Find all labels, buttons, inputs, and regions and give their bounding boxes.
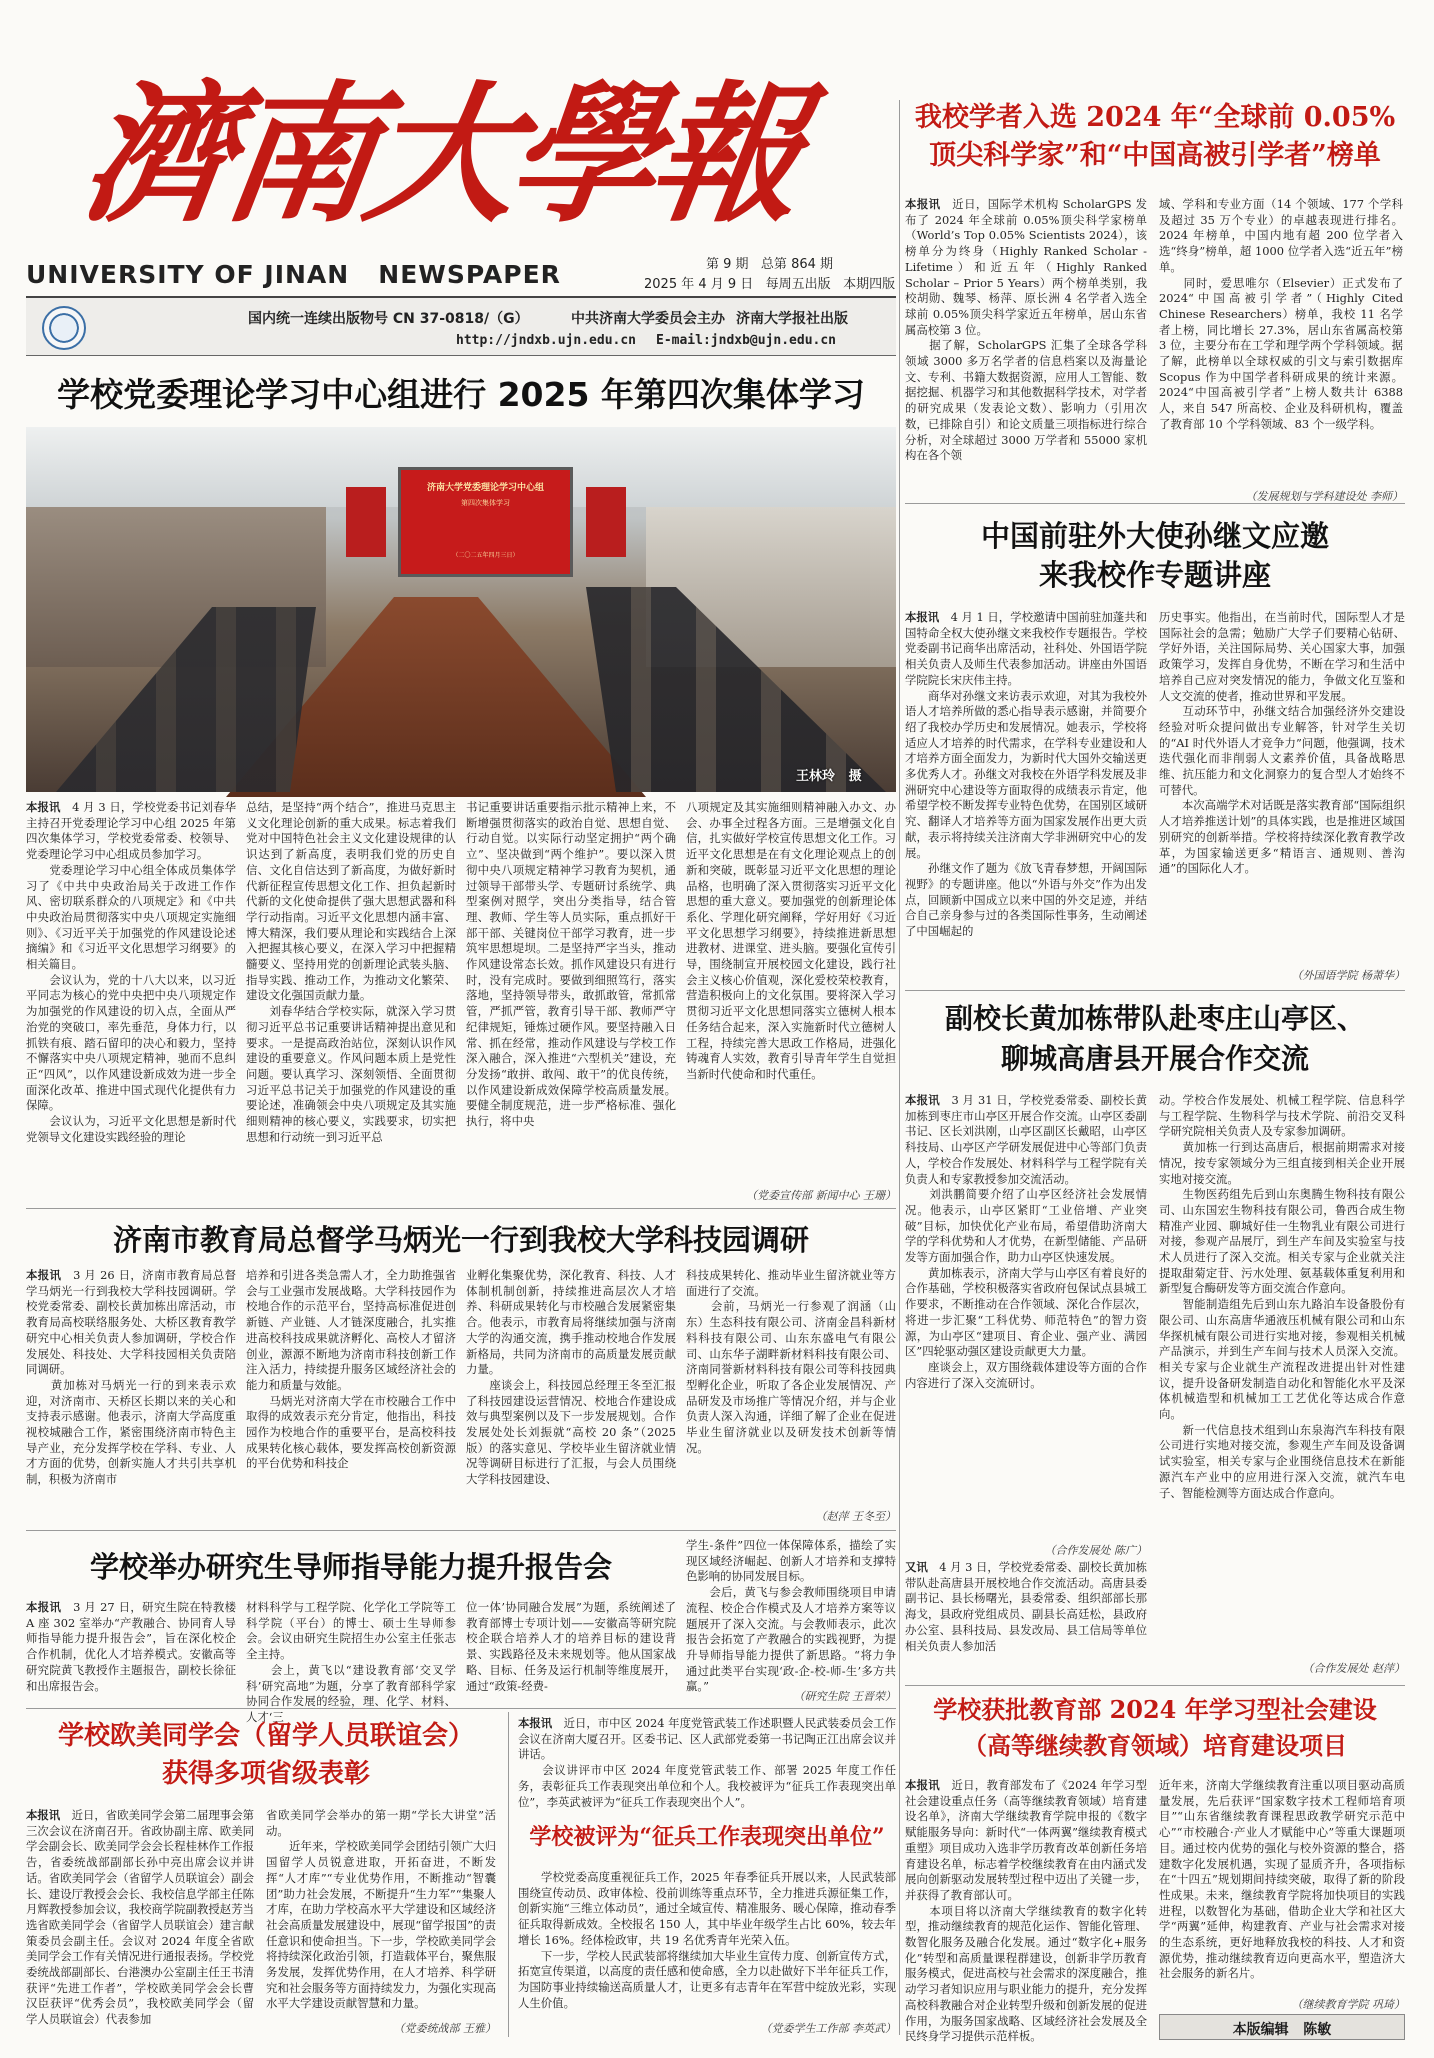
issue-date: 2025 年 4 月 9 日 每周五出版 本期四版	[644, 277, 896, 292]
main-col2	[246, 800, 456, 1200]
byline-jinan: （赵萍 王冬至）	[815, 1510, 896, 1523]
issue-number: 第 9 期 总第 864 期	[706, 257, 834, 272]
army-intro	[518, 1716, 896, 1812]
lead-tag: 本报讯	[905, 1093, 940, 1107]
lead-tag: 本报讯	[905, 197, 941, 211]
flag-left	[346, 487, 386, 557]
byline-learning: （继续教育学院 巩琦）	[1291, 1998, 1405, 2011]
headline-jinan-edu: 济南市教育局总督学马炳光一行到我校大学科技园调研	[112, 1223, 809, 1257]
jinan-text-1: 3 月 26 日，济南市教育局总督学马炳光一行到我校大学科技园调研。学校党委常委、副校长黄加栋出席活动，市教育局高校联络服务处、大桥区教育教学研究中心相关负责人参加调研，学校合作发展处、科技处、大学科技园相关负责陪同调研。 黄加栋对马炳光一行的到来表示欢迎，对济南市、天桥区长期以来的关心和支持表示感谢。他表示，济南大学高度重视校城融合工作，紧密围绕济南市特色主导产业，充分发挥学校在学科、专业、人才方面的优势，创新实施人才共引共享机制，积极为济南市	[26, 1268, 236, 1487]
headline-cooperation-2: 聊城高唐县开展合作交流	[1000, 1042, 1309, 1075]
lead-tag: 又讯	[905, 1560, 928, 1574]
masthead-info-bar	[26, 296, 896, 356]
cooperation-col2	[1159, 1093, 1405, 1658]
divider	[905, 503, 1405, 504]
main-text-3: 书记重要讲话重要指示批示精神上来，不断增强贯彻落实的政治自觉、思想自觉、行动自觉。以实际行动坚定拥护“两个确立”、坚决做到“两个维护”。要以深入贯彻中央八项规定精神学习教育为契机，通过领导干部带头学、专题研讨系统学、典型案例对照学，突出分类指导，结合管理、教师、学生等人员实际，重点抓好干部干部、关键岗位干部学习教育，进一步筑牢思想堤坝。二是坚持严字当头，推动作风建设常态长效。抓作风建设只有进行时，没有完成时。要做到细照笃行，落实落地，坚持领导带头，敢抓敢管，常抓常管，严抓严管，教育引导干部、教师严守纪律规矩，锤炼过硬作风。要坚持融入日常、抓在经常，推动作风建设与学校工作深入融合，深入推进“六型机关”建设，充分发扬“敢拼、敢闯、敢干”的优良传统，以作风建设新成效保障学校高质量发展。要健全制度规范，进一步严格标准、强化执行，将中央	[466, 800, 676, 1129]
main-text-1: 4 月 3 日，学校党委书记刘春华主持召开党委理论学习中心组 2025 年第四次集体学习，学校党委常委、校领导、党委理论学习中心组成员参加学习。 党委理论学习中心组全体成员集体学习了《中共中央政治局关于改进工作作风、密切联系群众的八项规定》和《中共中央政治局贯彻落实中央八项规定实施细则》、《习近平关于加强党的作风建设论述摘编》和《习近平文化思想学习纲要》的相关篇目。 会议认为，党的十八大以来，以习近平同志为核心的党中央把中央八项规定作为加强党的作风建设的切入点，全面从严治党的突破口，率先垂范，身体力行，以抓铁有痕、踏石留印的决心和毅力，坚持不懈落实中央八项规定精神，驰而不息纠正“四风”，以作风建设新成效为进一步全面深化改革、推进中国式现代化提供有力保障。 会议认为，习近平文化思想是新时代党领导文化建设实践经验的理论	[26, 800, 236, 1144]
oumei-col1	[26, 1808, 254, 2033]
army-intro-text: 近日，市中区 2024 年度党管武装工作述职暨人民武装委员会工作会议在济南大厦召开。区委书记、区人武部党委第一书记陶正江出席会议并讲话。 会议讲评市中区 2024 年度党管武装工作、部署 2025 年度工作任务，表彰征兵工作表现突出单位和个人。我校被评为“征兵工作表现突出单位”，李英武被评为“征兵工作表现突出个人”。	[518, 1716, 896, 1809]
main-text-4: 八项规定及其实施细则精神融入办文、办会、办事全过程各方面。三是增强文化自信，扎实做好学校宣传思想文化工作。习近平文化思想是在有文化理论观点上的创新和突破，既彰显习近平文化思想的理论品格，也明确了深入贯彻落实习近平文化思想的重大意义。要加强党的创新理论体系化、学理化研究阐释，学好用好《习近平文化思想学习纲要》，持续推进新思想进教材、进课堂、进头脑。要强化宣传引导，围绕制宣开展校园文化建设，践行社会主义核心价值观，深化爱校荣校教育，营造积极向上的文化氛围。要将深入学习贯彻习近平文化思想同落实立德树人根本任务结合起来，深入实施新时代立德树人工程，持续完善大思政工作格局，进强化铸魂育人实效，教育引导青年学生自觉担当新时代使命和时代重任。	[686, 800, 896, 1081]
main-col1	[26, 800, 236, 1200]
divider	[905, 990, 1405, 991]
lead-tag: 本报讯	[26, 1268, 62, 1282]
screen-title: 济南大学党委理论学习中心组	[426, 483, 544, 493]
story-top-scholars	[905, 100, 1405, 503]
jinan-text-4: 科技成果转化、推动毕业生留济就业等方面进行了交流。 会前，马炳光一行参观了润涵（山东）生态科技有限公司、济南金昌科新材料科技有限公司、山东东盛电气有限公司、山东华子湖畔新材料科技有限公司、济南同誉新材料科技有限公司等科技园典型孵化企业，听取了各企业发展情况、产品研发及市场推广等情况介绍，并与企业负责人深入沟通，详细了解了企业在促进毕业生留济就业以及研发技术创新等情况。	[686, 1268, 896, 1455]
jinan-col1	[26, 1268, 236, 1523]
headline-scholars-1: 我校学者入选 2024 年“全球前 0.05%	[914, 102, 1396, 133]
byline-scholars: （发展规划与学科建设处 李师）	[1245, 490, 1403, 503]
byline-ambassador: （外国语学院 杨萧华）	[1291, 969, 1405, 982]
headline-learning-1: 学校获批教育部 2024 年学习型社会建设	[933, 1695, 1377, 1724]
headline-scholars-2: 顶尖科学家”和“中国高被引学者”榜单	[929, 140, 1381, 171]
host-org: 中共济南大学委员会主办	[571, 311, 725, 327]
headline-grad: 学校举办研究生导师指导能力提升报告会	[89, 1550, 612, 1584]
cooperation-text-2: 动。学校合作发展处、机械工程学院、信息科学与工程学院、生物科学与技术学院、前沿交叉科学研究院相关负责人及专家参加调研。 黄加栋一行到达高唐后，根据前期需求对接情况，按专家领域分为三组直接到相关企业开展实地对接交流。 生物医药组先后到山东奥腾生物科技有限公司、山东国宏生物科技有限公司，鲁西合成生物精准产业园、聊城好佳一生物乳业有限公司进行对接，参观产品展厅，到生产车间及实验室与技术人员进行了深入交流。相关专家与企业就关注提取甜菊定苷、污水处理、氨基载体重复利用和新型复合酶研发等方面交流合作意向。 智能制造组先后到山东九路泊车设备股份有限公司、山东高唐华通液压机械有限公司和山东华探机械有限公司进行实地对接，参观相关机械产品演示，并到生产车间与技术人员深入交流。相关专家与企业就生产流程改进提出针对性建议，提升设备研发制造自动化和智能化水平及深体机械造型和机械加工工艺优化等达成合作意向。 新一代信息技术组到山东泉海汽车科技有限公司进行实地对接交流，参观生产车间及设备调试实验室，相关专家与企业围绕信息技术在新能源汽车产业中的应用进行深入交流，就汽车电子、智能检测等方面达成合作意向。	[1159, 1093, 1405, 1500]
ambassador-col2	[1159, 610, 1405, 960]
lead-tag: 本报讯	[518, 1716, 553, 1730]
byline-main: （党委宣传部 新闻中心 王珊）	[746, 1189, 896, 1202]
grad-text-3: 位一体’协同融合发展”为题，系统阐述了教育部博士专项计划——安徽高等研究院校企联合培养人才的培养目标的建设背景、实践路径及未来规划等。他从国家战略、目标、任务及运行机制等维度展开，通过“政策-经费-	[466, 1600, 676, 1693]
masthead	[26, 60, 896, 330]
lead-tag: 本报讯	[26, 1808, 61, 1822]
scholars-text-1: 近日，国际学术机构 ScholarGPS 发布了 2024 年全球前 0.05%顶尖科学家榜单（World’s Top 0.05% Scientists 2024），该榜单分为终身（Highly Ranked Scholar - Lifetime）和近五年（Highly Ranked Scholar – Prior 5 Years）两个榜单类别，我校胡勋、魏琴、杨萍、原长洲 4 名学者入选全球前 0.05%顶尖科学家近五年榜单，居山东省属高校第 3 位。 据了解，ScholarGPS 汇集了全球各学科领域 3000 多万名学者的信息档案以及海量论文、专利、书籍大数据资源，应用人工智能、数据挖掘、机器学习和其他数据科学技术，对学者的研究成果（发表论文数）、影响力（引用次数，已排除自引）和论文质量三项指标进行综合分析，对全球超过 3000 万学者和 55000 家机构在各个领	[905, 197, 1147, 463]
byline-army: （党委学生工作部 李英武）	[760, 2022, 896, 2035]
grad-col3	[466, 1600, 676, 1700]
byline-grad: （研究生院 王晋荣）	[793, 1690, 896, 1703]
jinan-col2	[246, 1268, 456, 1523]
cooperation-text-1b: 4 月 3 日，学校党委常委、副校长黄加栋带队赴高唐县开展校地合作交流活动。高唐县委副书记、县长杨曙光，县委常委、组织部部长那海戈，县政府党组成员、副县长高廷松，县政府办公室、县科技局、县发改局、县工信局等单位相关负责人参加活	[905, 1560, 1147, 1653]
byline-oumei: （党委统战部 王雅）	[393, 2022, 496, 2035]
headline-learning-2: （高等继续教育领域）培育建设项目	[963, 1731, 1347, 1760]
column-divider	[508, 1712, 509, 2037]
byline-cooperation-2: （合作发展处 赵萍）	[1302, 1662, 1405, 1675]
main-col4	[686, 800, 896, 1185]
photo-credit: 王林玲 摄	[796, 769, 862, 784]
learning-col1	[905, 1778, 1147, 2044]
lead-tag: 本报讯	[26, 1600, 62, 1614]
main-col3	[466, 800, 676, 1200]
meeting-photo	[26, 427, 896, 792]
headline-cooperation-1: 副校长黄加栋带队赴枣庄山亭区、	[944, 1002, 1365, 1035]
jinan-text-3: 业孵化集聚优势，深化教育、科技、人才体制机制创新，持续推进高层次人才培养、科研成果转化与市校融合发展紧密集合。他表示，市教育局将继续加强与济南大学的沟通交流，携手推动校地合作发展新格局，共同为济南市的高质量发展贡献力量。 座谈会上，科技园总经理王冬至汇报了科技园建设运营情况、校地合作建设成效与典型案例以及下一步发展规划。合作发展处处长刘振就“高校 20 条”（2025 版）的落实意见、学校毕业生留济就业情况等调研目标进行了汇报，与会人员围绕大学科技园建设、	[466, 1268, 676, 1487]
screen-subtitle: 第四次集体学习	[461, 499, 510, 507]
ambassador-text-1: 4 月 1 日，学校邀请中国前驻加蓬共和国特命全权大使孙继文来我校作专题报告。学校党委副书记商华出席活动，社科处、外国语学院相关负责人及师生代表参加活动。讲座由外国语学院院长宋庆伟主持。 商华对孙继文来访表示欢迎，对其为我校外语人才培养所做的悉心指导表示感谢，并简要介绍了我校办学历史和发展情况。她表示，学校将适应人才培养的时代需求，在学科专业建设和人才培养方面全面发力，为新时代大国外交输送更多优秀人才。孙继文对我校在外语学科发展及非洲研究中心建设等方面取得的成绩表示肯定，他希望学校不断发挥专业特色优势，在国别区域研究、翻译人才培养等方面为国家发展作出更大贡献，表示将持续关注济南大学非洲研究中心的发展。 孙继文作了题为《放飞青春梦想，开阔国际视野》的专题讲座。他以“外语与外交”作为出发点，回顾新中国成立以来中国的外交足迹，并结合自己亲身参与过的各类国际性事务，生动阐述了中国崛起的	[905, 610, 1147, 939]
grad-text-4: 学生-条件”四位一体保障体系，描绘了实现区域经济崛起、创新人才培养和支撑特色影响的协同发展目标。 会后，黄飞与参会教师围绕项目申请流程、校企合作模式及人才培养方案等议题展开了深入交流。与会教师表示，此次报告会拓宽了产教融合的实践视野，为提升导师指导能力提供了新思路。“将力争通过此类平台实现‘政-企-校-师-生’多方共赢。”	[686, 1538, 896, 1694]
learning-text-1: 近日，教育部发布了《2024 年学习型社会建设重点任务（高等继续教育领域）培育建设名单》，济南大学继续教育学院申报的《数字赋能服务导向：新时代“一体两翼”继续教育模式重塑》项目成功入选非学历教育改革创新任务培育建设名单，标志着学校继续教育在由内涵式发展向创新驱动发展转型过程中迈出了关键一步，并获得了教育部认可。 本项目将以济南大学继续教育的数字化转型，推动继续教育的规范化运作、智能化管理、数智化服务及融合化发展。通过“数字化+服务化”转型和高质量课程群建设，创新非学历教育服务模式，促进高校与社会需求的深度融合，推动学习者知识应用与职业能力的提升，充分发挥高校科教融合对企业转型升级和创新发展的促进作用，为服务国家战略、区域经济社会发展及全民终身学习提供示范样板。	[905, 1778, 1147, 2044]
grad-col1	[26, 1600, 236, 1700]
main-headline: 学校党委理论学习中心组进行 2025 年第四次集体学习	[57, 375, 865, 414]
scholars-col2	[1159, 197, 1403, 487]
grad-col4	[686, 1538, 896, 1694]
cooperation-text-1: 3 月 31 日，学校党委常委、副校长黄加栋到枣庄市山亭区开展合作交流。山亭区委副书记、区长刘洪刚，山亭区副区长戴昭，山亭区科技局、山亭区产学研发展促进中心等部门负责人，学校合作发展处、材料科学与工程学院有关负责人和专家教授参加交流活动。 刘洪鹏简要介绍了山亭区经济社会发展情况。他表示，山亭区紧盯“工业倍增、产业突破”目标，加快优化产业布局，希望借助济南大学的学科优势和人才优势，在新型储能、产品研发等方面加强合作，助力山亭区快速发展。 黄加栋表示，济南大学与山亭区有着良好的合作基础，学校积极落实省政府包保试点县城工作要求，不断推动在合作领域、深化合作层次，将进一步汇聚“工科优势、师范特色”的智力资源，为山亭区“建项目、育企业、强产业、满园区”四轮驱动强区建设贡献更大力量。 座谈会上，双方围绕载体建设等方面的合作内容进行了深入交流研讨。	[905, 1093, 1147, 1390]
jinan-text-2: 培养和引进各类急需人才，全力助推强省会与工业强市发展战略。大学科技园作为校地合作的示范平台，坚持高标准促进创新链、产业链、人才链深度融合，扎实推进高校科技成果就济孵化、高校人才留济创业，源源不断地为济南市科技创新工作注入活力，持续提升服务区域经济社会的能力和质量与效能。 马炳光对济南大学在市校融合工作中取得的成效表示充分肯定，他指出，科技园作为校地合作的重要平台，是高校科技成果转化核心载体，要发挥高校创新资源的平台优势和科技企	[246, 1268, 456, 1471]
byline-cooperation-1: （合作发展处 陈广）	[1044, 1544, 1147, 1557]
editor-credit: 本版编辑 陈敏	[1232, 2022, 1332, 2038]
divider	[26, 1530, 896, 1531]
lead-tag: 本报讯	[26, 800, 61, 814]
cooperation-col1	[905, 1093, 1147, 1538]
headline-oumei-1: 学校欧美同学会（留学人员联谊会）	[57, 1721, 474, 1751]
editor-box	[1159, 2014, 1405, 2040]
divider	[26, 1208, 896, 1209]
scholars-col1	[905, 197, 1147, 487]
headline-ambassador-2: 来我校作专题讲座	[1038, 558, 1271, 592]
headline-oumei-2: 获得多项省级表彰	[161, 1759, 370, 1789]
learning-text-2: 近年来，济南大学继续教育注重以项目驱动高质量发展，先后获评“国家数字技术工程师培育项目”“山东省继续教育课程思政教学研究示范中心”“市校融合·产业人才赋能中心”等重大课题项目。通过校内优势的强化与校外资源的整合，搭建数字化发展机遇，实现了显质齐升，各项指标在“十四五”规划期间持续突破，取得了新的阶段性成果。未来，继续教育学院将加快项目的实践进程，以数智化为基础，借助企业大学和社区大学“两翼”延伸，构建教育、产业与社会需求对接的生态系统，更好地释放我校的科技、人才和资源优势，推动继续教育迈向更高水平，塑造济大社会服务的新名片。	[1159, 1778, 1405, 1981]
university-logo	[42, 306, 86, 350]
divider	[905, 1685, 1405, 1686]
headline-ambassador-1: 中国前驻外大使孙继文应邀	[980, 519, 1329, 553]
screen-date: （二〇二五年四月三日）	[452, 552, 519, 559]
column-divider	[899, 100, 900, 2035]
projection-screen	[398, 467, 573, 577]
scholars-text-2: 域、学科和专业方面（14 个领域、177 个学科及超过 35 万个专业）的卓越表现进行排名。2024 年榜单，中国内地有超 200 位学者入选“终身”榜单，超 1000 位学者入选“近五年”榜单。 同时，爱思唯尔（Elsevier）正式发布了 2024“中国高被引学者”（Highly Cited Chinese Researchers）榜单，我校 11 名学者上榜，同比增长 27.3%，居山东省属高校第 3 位，主要分布在工学和理学两个学科领域。据了解，此榜单以全球权威的引文与索引数据库 Scopus 作为中国学者科研成果的统计来源。2024“中国高被引学者”上榜人数共计 6388 人，来自 547 所高校、企业及科研机构，覆盖了教育部 10 个学科领域、83 个一级学科。	[1159, 197, 1403, 431]
masthead-english: UNIVERSITY OF JINAN NEWSPAPER	[26, 260, 561, 289]
cooperation-col1b	[905, 1560, 1147, 1670]
headline-army: 学校被评为“征兵工作表现突出单位”	[529, 1824, 885, 1850]
ambassador-text-2: 历史事实。他指出，在当前时代，国际型人才是国际社会的急需；勉励广大学子们要精心钻研、学好外语，关注国际局势、关心国家大事，加强政策学习，发挥自身优势，不断在学习和生活中培养自己应对突发情况的能力，争做文化互鉴和人文交流的使者，推动世界和平发展。 互动环节中，孙继文结合加强经济外交建设经验对听众提问做出专业解答，针对学生关切的“AI 时代外语人才竞争力”问题，他强调，技术迭代强化而非削弱人文素养价值，具备战略思维、抗压能力和文化洞察力的复合型人才始终不可替代。 本次高端学术对话既是落实教育部“国际组织人才培养推送计划”的具体实践，也是推进区域国别研究的创新举措。学校将持续深化教育教学改革，为国家输送更多“精语言、通规则、善沟通”的国际化人才。	[1159, 610, 1405, 876]
jinan-col3	[466, 1268, 676, 1523]
lead-tag: 本报讯	[905, 610, 940, 624]
oumei-text-2: 省欧美同学会举办的第一期“学长大讲堂”活动。 近年来，学校欧美同学会团结引领广大归国留学人员锐意进取，开拓奋进，不断发挥“人才库”“专业优势作用，不断推动“智囊团”助力社会发展，不断提升“生力军”“集聚人才库，在助力学校高水平大学建设和区域经济社会高质量发展建设中，展现“留学报国”的责任意识和使命担当。下一步，学校欧美同学会将持续深化政治引领，打造载体平台，聚焦服务发展，发挥优势作用，在人才培养、科学研究和社会服务等方面持续发力，为强化实现高水平大学建设贡献智慧和力量。	[266, 1808, 496, 2011]
grad-text-1: 3 月 27 日，研究生院在特教楼 A 座 302 室举办“产教融合、协同育人导师指导能力提升报告会”，旨在深化校企合作机制，优化人才培养模式。安徽高等研究院黄飞教授作主题报告，副校长徐征和出席报告会。	[26, 1600, 236, 1693]
flag-right	[586, 487, 626, 557]
oumei-text-1: 近日，省欧美同学会第二届理事会第三次会议在济南召开。省政协副主席、欧美同学会副会长、欧美同学会会长程桂林作工作报告，省委统战部副部长孙中亮出席会议并讲话。省欧美同学会（省留学人员联谊会）副会长、建设厅教授会会长、我校信息学部主任陈月辉教授参加会议，我校商学院副教授赵芳当选省欧美同学会（省留学人员联谊会）建言献策委员会副主任。会议对 2024 年度全省欧美同学会工作有关情况进行通报表扬。学校党委统战部副部长、台港澳办公室副主任王书清获评“先进工作者”，学校欧美同学会会长曹汉臣获评“优秀会员”，我校欧美同学会（留学人员联谊会）代表参加	[26, 1808, 254, 2027]
masthead-calligraphy: 濟南大學報	[71, 67, 807, 243]
lead-tag: 本报讯	[905, 1778, 940, 1792]
oumei-col2	[266, 1808, 496, 2018]
website-url[interactable]: http://jndxb.ujn.edu.cn	[456, 333, 637, 348]
grad-text-2: 材料科学与工程学院、化学化工学院等工科学院（平台）的博士、硕士生导师参会。会议由研究生院招生办公室主任张志全主持。 会上，黄飞以“建设教育部‘交叉学科’研究高地”为题，分享了教育部科学家协同合作发展的经验，理、化学、材料、人才‘三	[246, 1600, 456, 1724]
jinan-col4	[686, 1268, 896, 1505]
army-body	[518, 1870, 896, 2015]
grad-col2	[246, 1600, 456, 1724]
email-address[interactable]: E-mail:jndxb@ujn.edu.cn	[656, 333, 837, 348]
publisher: 济南大学报社出版	[736, 311, 848, 327]
cn-number: 国内统一连续出版物号 CN 37-0818/（G）	[248, 311, 529, 327]
army-body-text: 学校党委高度重视征兵工作，2025 年春季征兵开展以来，人民武装部围绕宣传动员、政审体检、役前训练等重点环节，全力推进兵源征集工作，创新实施“三维立体动员”，通过全域宣传、精准服务、暖心保障，推动春季征兵取得新成效。全校报名 150 人，其中毕业年级学生占比 60%，较去年增长 16%。经体检政审，共 19 名优秀青年光荣入伍。 下一步，学校人民武装部将继续加大毕业生宣传力度、创新宣传方式，拓宽宣传渠道，以高度的责任感和使命感，全力以赴做好下半年征兵工作，为国防事业持续输送高质量人才，让更多有志青年在军营中绽放光彩，实现人生价值。	[518, 1870, 896, 2010]
learning-col2	[1159, 1778, 1405, 1996]
main-text-2: 总结，是坚持“两个结合”，推进马克思主义文化理论创新的重大成果。标志着我们党对中国特色社会主义文化建设规律的认识达到了新高度，表明我们党的历史自信、文化自信达到了新高度，为做好新时代新征程宣传思想文化工作、担负起新时代新的文化使命提供了强大思想武器和科学行动指南。习近平文化思想内涵丰富、博大精深，我们要从理论和实践结合上深入把握其核心要义，在深入学习中把握精髓要义、坚持用党的创新理论武装头脑、指导实践、推动工作，为推动文化繁荣、建设文化强国贡献力量。 刘春华结合学校实际，就深入学习贯彻习近平总书记重要讲话精神提出意见和要求。一是提高政治站位，深刻认识作风建设的重要意义。作风问题本质上是党性问题。要认真学习、深刻领悟、全面贯彻习近平总书记关于加强党的作风建设的重要论述，准确领会中央八项规定及其实施细则精神的核心要义，实践要求，切实把思想和行动统一到习近平总	[246, 800, 456, 1144]
divider	[26, 1708, 896, 1709]
